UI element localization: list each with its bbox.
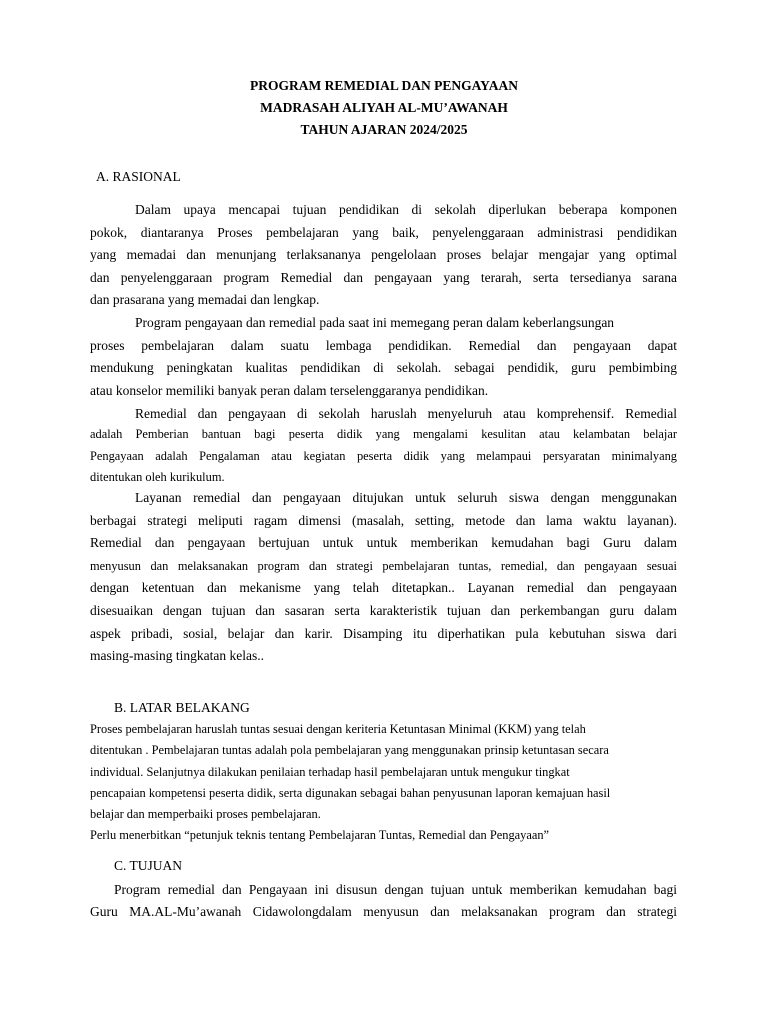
- paragraph-line: Perlu menerbitkan “petunjuk teknis tentang Pembelajaran Tuntas, Remedial dan Pengayaan”: [90, 828, 550, 842]
- section-b-heading: B. LATAR BELAKANG: [114, 700, 250, 715]
- paragraph-line: dengan ketentuan dan mekanisme yang telah ditetapkan.. Layanan remedial dan pengayaan: [90, 580, 677, 596]
- paragraph-line: dan penyelenggaraan program Remedial dan pengayaan yang terarah, serta tersedianya sarana: [90, 269, 677, 285]
- paragraph-line: dan prasarana yang memadai dan lengkap.: [90, 292, 320, 308]
- paragraph-line: ditentukan oleh kurikulum.: [90, 469, 225, 484]
- paragraph-line: Layanan remedial dan pengayaan ditujukan untuk seluruh siswa dengan menggunakan: [135, 490, 677, 505]
- section-b-paragraph-1: [90, 719, 672, 825]
- paragraph-line: Program remedial dan Pengayaan ini disusun dengan tujuan untuk memberikan kemudahan bagi: [114, 882, 677, 897]
- paragraph-line: aspek pribadi, sosial, belajar dan karir. Disamping itu diperhatikan pula kebutuhan siswa dari: [90, 625, 677, 641]
- section-a-heading: A. RASIONAL: [96, 169, 181, 184]
- document-title-line-2: MADRASAH ALIYAH AL-MU’AWANAH: [260, 100, 508, 115]
- paragraph-line: Guru MA.AL-Mu’awanah Cidawolongdalam menyusun dan melaksanakan program dan strategi: [90, 903, 677, 919]
- paragraph-line: ditentukan . Pembelajaran tuntas adalah pola pembelajaran yang menggunakan prinsip ketuntasan secara: [90, 743, 609, 758]
- paragraph-line: Remedial dan pengayaan bertujuan untuk untuk memberikan kemudahan bagi Guru dalam: [90, 535, 677, 551]
- paragraph-line: adalah Pemberian bantuan bagi peserta didik yang mengalami kesulitan atau kelambatan belajar: [90, 427, 677, 442]
- section-a-paragraph-3: [90, 403, 677, 488]
- paragraph-line: Remedial dan pengayaan di sekolah haruslah menyeluruh atau komprehensif. Remedial: [135, 406, 677, 421]
- section-a-paragraph-2: [90, 312, 677, 402]
- paragraph-line: proses pembelajaran dalam suatu lembaga pendidikan. Remedial dan pengayaan dapat: [90, 337, 677, 353]
- document-title-line-1: PROGRAM REMEDIAL DAN PENGAYAAN: [250, 78, 518, 93]
- paragraph-line: berbagai strategi meliputi ragam dimensi (masalah, setting, metode dan lama waktu layanan).: [90, 512, 677, 528]
- section-a-paragraph-4: [90, 487, 677, 668]
- paragraph-line: pencapaian kompetensi peserta didik, serta digunakan sebagai bahan penyusunan laporan kemajuan hasil: [90, 785, 611, 800]
- paragraph-line: yang memadai dan menunjang terlaksananya pengelolaan proses belajar mengajar yang optimal: [90, 247, 677, 263]
- paragraph-line: belajar dan memperbaiki proses pembelajaran.: [90, 807, 321, 822]
- section-a-paragraph-1: [90, 199, 677, 312]
- paragraph-line: disesuaikan dengan tujuan dan sasaran serta karakteristik tujuan dan perkembangan guru dalam: [90, 602, 677, 618]
- section-b-paragraph-2: [90, 825, 677, 846]
- paragraph-line: Program pengayaan dan remedial pada saat ini memegang peran dalam keberlangsungan: [135, 315, 615, 330]
- paragraph-line: pokok, diantaranya Proses pembelajaran yang baik, penyelenggaraan administrasi pendidikan: [90, 224, 677, 240]
- paragraph-line: mendukung peningkatan kualitas pendidikan di sekolah. sebagai pendidik, guru pembimbing: [90, 360, 677, 376]
- paragraph-line: Pengayaan adalah Pengalaman atau kegiatan peserta didik yang melampaui persyaratan minimalyang: [90, 448, 677, 463]
- paragraph-line: individual. Selanjutnya dilakukan penilaian terhadap hasil pembelajaran untuk mengukur tingkat: [90, 764, 570, 779]
- paragraph-line: atau konselor memiliki banyak peran dalam terselenggaranya pendidikan.: [90, 382, 489, 398]
- section-c-heading: C. TUJUAN: [114, 858, 183, 873]
- paragraph-line: Proses pembelajaran haruslah tuntas sesuai dengan keriteria Ketuntasan Minimal (KKM) yang telah: [90, 722, 586, 736]
- paragraph-line: menyusun dan melaksanakan program dan strategi pembelajaran tuntas, remedial, dan pengayaan sesuai: [90, 558, 677, 573]
- section-c-paragraph-1: [90, 879, 677, 922]
- document-title-line-3: TAHUN AJARAN 2024/2025: [300, 122, 468, 137]
- paragraph-line: masing-masing tingkatan kelas..: [90, 648, 264, 664]
- paragraph-line: Dalam upaya mencapai tujuan pendidikan di sekolah diperlukan beberapa komponen: [135, 202, 677, 217]
